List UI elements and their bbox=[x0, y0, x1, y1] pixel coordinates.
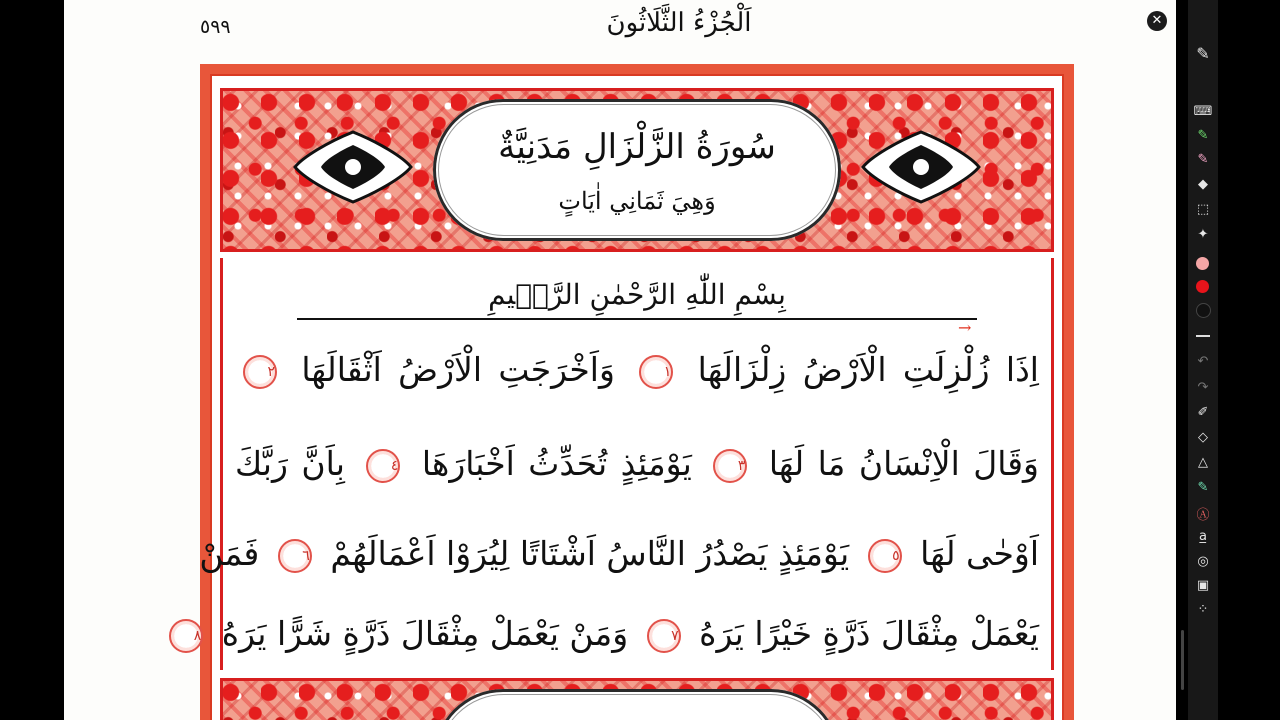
text-style-icon[interactable]: Ⓐ bbox=[1196, 508, 1210, 523]
verse-text: يَعْمَلْ مِثْقَالَ ذَرَّةٍ خَيْرًا يَرَهُ bbox=[699, 614, 1039, 653]
ayah-number-marker: ٥ bbox=[868, 539, 902, 573]
quran-page bbox=[64, 0, 1176, 720]
next-surah-cartouche bbox=[433, 689, 841, 720]
undo-icon[interactable]: ↶ bbox=[1197, 354, 1209, 369]
basmala-extension-line bbox=[297, 318, 977, 320]
ayah-number-marker: ٦ bbox=[278, 539, 312, 573]
surah-verse-count: وَهِيَ ثَمَانِي اٰيَاتٍ bbox=[558, 187, 716, 215]
keyboard-icon[interactable]: ⌨ bbox=[1193, 104, 1213, 119]
surah-header-band bbox=[220, 88, 1054, 252]
verse-text: فَمَنْ bbox=[199, 534, 260, 573]
verse-text: وَاَخْرَجَتِ الْاَرْضُ اَثْقَالَهَا bbox=[301, 350, 615, 389]
shapes2-icon[interactable]: ◎ bbox=[1197, 554, 1209, 569]
ayah-number-marker: ٤ bbox=[366, 449, 400, 483]
page-frame-inner bbox=[193, 74, 1064, 720]
text-box-icon[interactable]: a̲ bbox=[1199, 529, 1207, 544]
magic-icon[interactable]: ✦ bbox=[1197, 227, 1209, 242]
shapes-icon[interactable]: ◇ bbox=[1198, 430, 1208, 445]
annotation-toolbar bbox=[1188, 0, 1218, 720]
toolbar-divider bbox=[1196, 335, 1210, 337]
verse-line bbox=[235, 444, 1039, 484]
ayah-number-marker: ١ bbox=[639, 355, 673, 389]
ayah-number-marker: ٧ bbox=[647, 619, 681, 653]
page-frame bbox=[193, 64, 1074, 720]
next-surah-header-band bbox=[220, 678, 1054, 720]
ayah-number-marker: ٣ bbox=[713, 449, 747, 483]
ayah-number-marker: ٨ bbox=[169, 619, 203, 653]
verse-text: اَوْحٰى لَهَا bbox=[920, 534, 1039, 573]
surah-title-cartouche bbox=[433, 99, 841, 241]
lasso-fill-icon[interactable]: △ bbox=[1198, 455, 1208, 470]
ornament-medallion-left bbox=[293, 127, 413, 207]
verse-text: بِاَنَّ رَبَّكَ bbox=[235, 444, 345, 483]
red-arrow-mark: → bbox=[958, 318, 972, 337]
grid-icon[interactable]: ⁘ bbox=[1197, 602, 1209, 617]
verse-line bbox=[199, 534, 1039, 574]
ayah-number-marker: ٢ bbox=[243, 355, 277, 389]
verse-text: اِذَا زُلْزِلَتِ الْاَرْضُ زِلْزَالَهَا bbox=[697, 350, 1039, 389]
verse-text: يَوْمَئِذٍ تُحَدِّثُ اَخْبَارَهَا bbox=[421, 444, 692, 483]
brush-icon[interactable]: ✎ bbox=[1197, 480, 1209, 495]
verse-line bbox=[235, 350, 1039, 390]
verse-text-area bbox=[193, 258, 1054, 670]
highlighter-green-icon[interactable]: ✎ bbox=[1197, 128, 1209, 143]
surah-name: سُورَةُ الزَّلْزَالِ مَدَنِيَّةٌ bbox=[498, 127, 776, 167]
verse-line bbox=[193, 614, 1039, 654]
page-icon[interactable]: ▣ bbox=[1196, 578, 1210, 593]
verse-text: يَوْمَئِذٍ يَصْدُرُ النَّاسُ اَشْتَاتًا لِيُرَوْا اَعْمَالَهُمْ bbox=[330, 534, 850, 573]
color-swatch-pink[interactable] bbox=[1196, 257, 1209, 270]
eraser-icon[interactable]: ◆ bbox=[1198, 177, 1208, 192]
lasso-icon[interactable]: ⬚ bbox=[1196, 202, 1210, 217]
page-number: ٥٩٩ bbox=[200, 16, 231, 38]
highlighter-pink-icon[interactable]: ✎ bbox=[1197, 152, 1209, 167]
close-icon[interactable]: ✕ bbox=[1147, 11, 1167, 31]
pencil-icon[interactable]: ✐ bbox=[1197, 405, 1209, 420]
basmala: بِسْمِ اللّٰهِ الرَّحْمٰنِ الرَّحٖيمِ bbox=[488, 278, 786, 311]
pen-icon[interactable]: ✎ bbox=[1196, 44, 1210, 63]
scrollbar-thumb[interactable] bbox=[1181, 630, 1184, 690]
verse-text: وَقَالَ الْاِنْسَانُ مَا لَهَا bbox=[768, 444, 1039, 483]
redo-icon[interactable]: ↷ bbox=[1197, 380, 1209, 395]
ornament-medallion-right bbox=[861, 127, 981, 207]
color-swatch-red[interactable] bbox=[1196, 280, 1209, 293]
verse-text: وَمَنْ يَعْمَلْ مِثْقَالَ ذَرَّةٍ شَرًّا يَرَهُ bbox=[221, 614, 629, 653]
color-swatch-black[interactable] bbox=[1196, 303, 1211, 318]
juz-title: اَلْجُزْءُ الثَّلَاثُونَ bbox=[606, 8, 752, 38]
